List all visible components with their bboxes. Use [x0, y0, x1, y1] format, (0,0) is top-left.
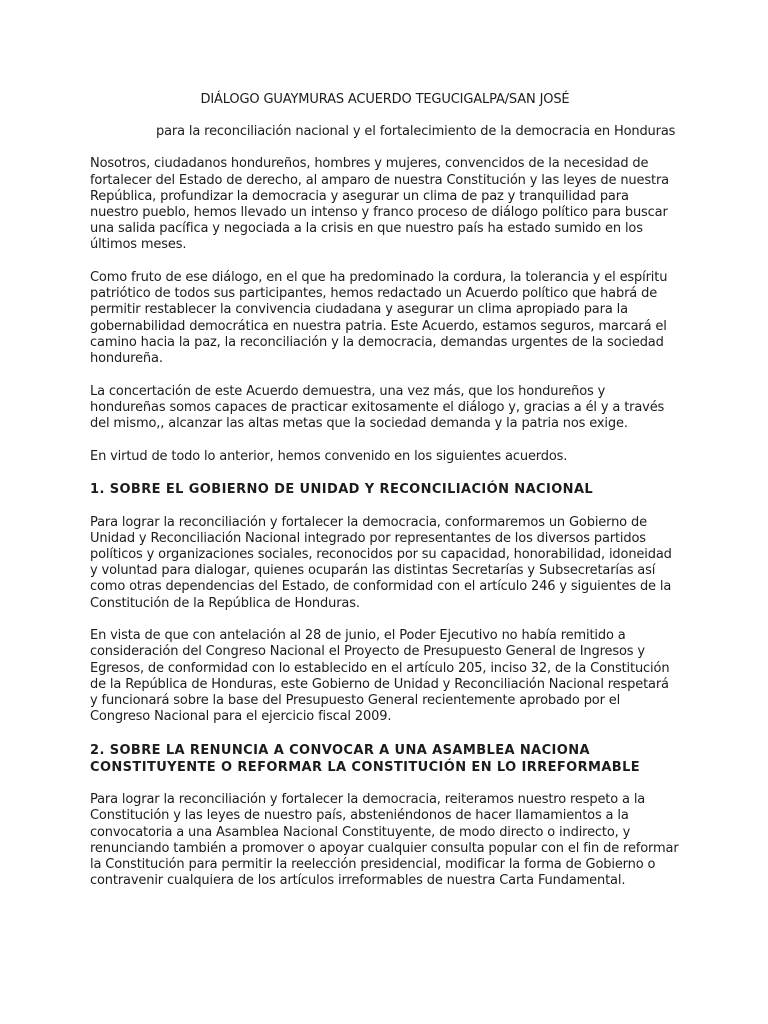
section-heading: 2. SOBRE LA RENUNCIA A CONVOCAR A UNA ASAMBLEA NACIONA CONSTITUYENTE O REFORMAR LA CONSTITUCIÓN EN LO IRREFORMABLE [90, 742, 641, 775]
document-page [90, 92, 680, 906]
intro-paragraph: La concertación de este Acuerdo demuestra, una vez más, que los hondureños y hondureñas somos capaces de practicar exitosamente el diálogo y, gracias a él y a través del mismo,, alcanzar las altas metas que la sociedad demanda y la patria nos exige. [90, 383, 665, 432]
intro-paragraph: Nosotros, ciudadanos hondureños, hombres y mujeres, convencidos de la necesidad de fortalecer del Estado de derecho, al amparo de nuestra Constitución y las leyes de nuestra República, profundizar la democracia y asegurar un clima de paz y tranquilidad para nuestro pueblo, hemos llevado un intenso y franco proceso de diálogo político para buscar una salida pacífica y negociada a la crisis en que nuestro país ha estado sumido en los últimos meses. [90, 156, 669, 253]
intro-paragraph: Como fruto de ese diálogo, en el que ha predominado la cordura, la tolerancia y el espíritu patriótico de todos sus participantes, hemos redactado un Acuerdo político que habrá de permitir restablecer la convivencia ciudadana y asegurar un clima apropiado para la gobernabilidad democrática en nuestra patria. Este Acuerdo, estamos seguros, marcará el camino hacia la paz, la reconciliación y la democracia, demandas urgentes de la sociedad hondureña. [90, 270, 668, 367]
document-title: DIÁLOGO GUAYMURAS ACUERDO TEGUCIGALPA/SAN JOSÉ [200, 92, 570, 107]
intro-paragraph: En virtud de todo lo anterior, hemos convenido en los siguientes acuerdos. [90, 448, 568, 464]
section-heading: 1. SOBRE EL GOBIERNO DE UNIDAD Y RECONCILIACIÓN NACIONAL [90, 482, 594, 498]
section-paragraph: Para lograr la reconciliación y fortalecer la democracia, reiteramos nuestro respeto a la Constitución y las leyes de nuestro país, absteniéndonos de hacer llamamientos a la convocatoria a una Asamblea Nacional Constituyente, de modo directo o indirecto, y renunciando también a promover o apoyar cualquier consulta popular con el fin de reformar la Constitución para permitir la reelección presidencial, modificar la forma de Gobierno o contravenir cualquiera de los artículos irreformables de nuestra Carta Fundamental. [90, 792, 679, 889]
section-paragraph: Para lograr la reconciliación y fortalecer la democracia, conformaremos un Gobierno de Unidad y Reconciliación Nacional integrado por representantes de los diversos partidos políticos y organizaciones sociales, reconocidos por su capacidad, honorabilidad, idoneidad y voluntad para dialogar, quienes ocuparán las distintas Secretarías y Subsecretarías así como otras dependencias del Estado, de conformidad con el artículo 246 y siguientes de la Constitución de la República de Honduras. [90, 514, 672, 611]
document-subtitle: para la reconciliación nacional y el fortalecimiento de la democracia en Honduras [156, 124, 676, 140]
section-paragraph: En vista de que con antelación al 28 de junio, el Poder Ejecutivo no había remitido a consideración del Congreso Nacional el Proyecto de Presupuesto General de Ingresos y Egresos, de conformidad con lo establecido en el artículo 205, inciso 32, de la Constitución de la República de Honduras, este Gobierno de Unidad y Reconciliación Nacional respetará y funcionará sobre la base del Presupuesto General recientemente aprobado por el Congreso Nacional para el ejercicio fiscal 2009. [90, 628, 670, 725]
